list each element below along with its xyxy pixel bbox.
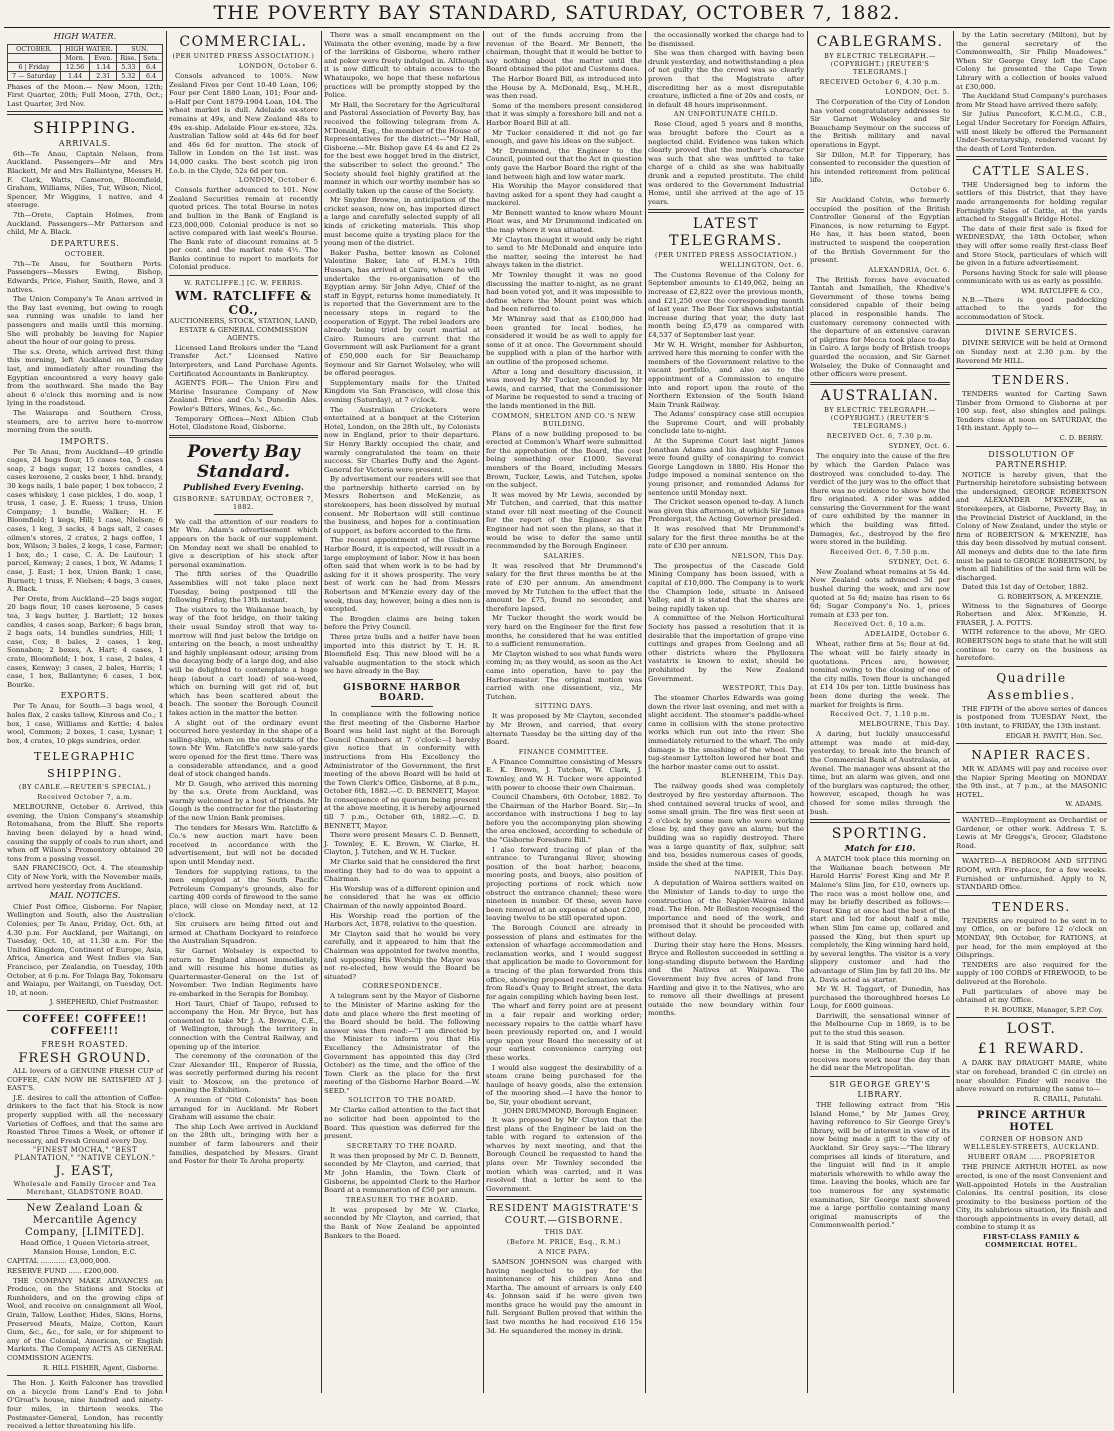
rule <box>648 209 804 213</box>
departures-month: OCTOBER. <box>64 249 106 258</box>
mail-paragraph: Chief Post Office, Gisborne. For Napier, Wellington and South, also the Australian Colonies, per Te Anau, Friday, Oct. 6th, at 4.30 p.m. For Auckland, per Waitangi, on Tuesday, Oct. 10, at 11.30 a.m. For the United Kingdom, Continent of Europe, Asia, Africa, America and West Indies via San Francisco, per Zealandia, on Tuesday, 10th October, at 6 p.m. For Tolaga Bay, Tokomaru and Waiapu, per Waitangi, on Tuesday, Oct. 10, at noon. <box>7 902 163 997</box>
court-heading: RESIDENT MAGISTRATE'S COURT.—GISBORNE. <box>488 1202 640 1226</box>
telegram-paragraph: The steamer Charles Edwards was going down the river last evening, and met with a slight accident. The steamer's paddle-wheel came in collision with the stone protective works which run out into the river. She immediately returned to the wharf. The only damage is the smashing of the wheel. The tug-steamer Lyttelton lowered her boat and the harbor master came out to assist. <box>648 694 804 771</box>
cattle-sales-heading: CATTLE SALES. <box>972 163 1091 178</box>
rule <box>956 743 1107 744</box>
editorial-paragraph: Mr D. Gough, who arrived this morning by the s.s. Orete from Auckland, was warmly welcomed by a host of friends. Mr Gough is the contractor for the plastering of the new Union Bank premises. <box>169 779 318 823</box>
telegram-paragraph: During their stay here the Hons. Messrs. Bryce and Rolleston succeeded in settling a long-standing dispute between the Harding and the Natives at Waipawa. The Government buy five acres of land from Harding and give it to the Natives, who are to remove all their dwellings at present outside the new boundary within four months. <box>648 940 804 1018</box>
quadrille-sign: EDGAR H. PAVITT, Hon. Sec. <box>1005 731 1103 740</box>
harbor-paragraph: Mr Tucker thought the work would be very hard on the Engineer for the first few months, he considered that he was entitled to a sufficient remuneration. <box>486 614 642 649</box>
hotel-paragraph: THE PRINCE ARTHUR HOTEL as now erected, is one of the most Convenient and Well-appointed Hotels in the Australian Colonies. Its central position, its close proximity to the business portion of the City, its salubrious situation, its finish and thorough appointments in every detail, all combine to stamp it as <box>956 1163 1107 1232</box>
column-7 <box>953 31 1110 1393</box>
ratcliffe-ad <box>169 289 318 317</box>
hotel-proprietor: HUBERT ORAM ..... PROPRIETOR <box>967 1153 1096 1162</box>
quadrille-heading: Quadrille Assemblies. <box>987 670 1076 702</box>
tenders-heading: TENDERS. <box>992 373 1071 388</box>
dateline: WESTPORT, This Day. <box>722 684 804 693</box>
imports-heading: IMPORTS. <box>60 436 110 446</box>
court-case: A NICE PAPA. <box>538 1247 590 1256</box>
departure-item: 7th—Te Anau, for Southern Ports. Passengers—Messrs Ewing, Bishop, Edwards, Price, Fisher, Smith, Rowe, and 3 natives. <box>7 259 163 294</box>
cable-paragraph: Sir Auckland Colvin, who formerly occupied the position of the British Controller General of the Egyptian Finances, is now returning to Egypt. He has, it has been stated, been instructed to suspend the cooperation of the British Government for the present. <box>810 195 950 265</box>
building-heading: COMMON, SHELTON AND CO.'S NEW BUILDING. <box>492 411 636 428</box>
cattle-paragraph: The date of their first sale is fixed for WEDNESDAY, the 18th October, when they will offer some really first-class Beef and Store Stock, particulars of which will be given in a future advertisement. <box>956 224 1107 268</box>
correspondence-heading: CORRESPONDENCE. <box>362 982 442 991</box>
news-paragraph: The Auckland Stud Company's purchases from Mr Stead have arrived there safely. <box>956 92 1107 109</box>
cable-paragraph: A daring, but luckily unsuccessful attempt was made at mid-day, yesterday, to break into the branch of the Commercial Bank of Australasia, at Avenel. The manager was absent at the time, but an alarm was given, and one of the burglars was captured; the other, however, escaped, though he was chased for some miles through the bush. <box>810 730 950 816</box>
arrivals-heading: ARRIVALS. <box>58 138 112 148</box>
court-before: (Before M. PRICE, Esq., R.M.) <box>506 1237 622 1246</box>
news-paragraph: There was a small encampment on the Waimata the other evening, made by a few of the larrikins of Gisborne, where rather and poker were freely indulged in. Although it is now difficult to obtain access to the Whataupoko, we hope that these nefarious practices will be promptly stopped by the Police. <box>324 31 480 100</box>
harbor-paragraph: The Harbor Board Bill, as introduced into the House by A. McDonald, Esq., M.H.R., was then read. <box>486 74 642 101</box>
sport-paragraph: Darriwill, the sensational winner of the Melbourne Cup in 1869, is to be put to the stud this season. <box>810 1011 950 1038</box>
nz-loan-title: New Zealand Loan & Mercantile Agency Company, [LIMITED]. <box>25 1203 145 1239</box>
harbor-paragraph: Mr Clarke called attention to the fact that no solicitor had been appointed to the Board. This question was deferred for the present. <box>324 1106 480 1141</box>
napier-paragraph: MR W. ADAMS will pay and receive over the Napier Spring Meeting on MONDAY the 9th inst., at 7 p.m., at the MASONIC HOTEL. <box>956 765 1107 799</box>
table-cell: 2.31 <box>90 71 117 80</box>
column-6 <box>807 31 953 1393</box>
finance-heading: FINANCE COMMITTEE. <box>518 747 610 756</box>
harbor-paragraph: It was moved by Mr Lewis, seconded by Mr Tutchen, and carried, that this matter stand over till next meeting of the Council for the report of the Engineer as the Engineer had not seen the plans, so that it would be wise to defer the same until recommended by the Borough Engineer. <box>486 490 642 551</box>
salaries-heading: SALARIES. <box>543 551 585 560</box>
column-2 <box>166 31 321 1393</box>
telegram-paragraph: The Cricket season opened to-day. A lunch was given this afternoon, at which Sir James Prendergast, the Acting Governor presided. <box>648 498 804 524</box>
coffee-brands: "FINEST MOCHA," "BEST PLANTATION," "NATIVE CEYLON." <box>14 1146 156 1163</box>
editorial-date: GISBORNE: SATURDAY, OCTOBER 7, 1882. <box>173 494 314 511</box>
news-paragraph: The Australian Cricketers were entertained at a banquet at the Criterion Hotel, London, on the 28th ult., by Colonists now in England, prior to their departure. Sir Henry Barkly occupied the chair, and warmly congratulated the team on their success. Sir Charles Duffy and the Agent-General for Victoria were present. <box>324 405 480 474</box>
cablegrams-heading: CABLEGRAMS. <box>816 34 944 50</box>
dateline: SYDNEY, Oct. 6. <box>888 557 950 566</box>
sitting-days-heading: SITTING DAYS. <box>534 702 594 711</box>
harbor-paragraph: The wharf and ferry point are at present in a fair repair and working order; necessary repairs to the cattle wharf have been previously reported on, and I would urge upon your Board the necessity of at your earliest convenience carrying out these works. <box>486 1002 642 1062</box>
dateline: ADELAIDE, October 6. <box>864 630 950 639</box>
court-date: THIS DAY. <box>544 1227 584 1236</box>
dissolution-paragraph: NOTICE is hereby given, that the Partnership heretofore subsisting between the undersigned, GEORGE ROBERTSON and ALEXANDER M'KENZIE, as Storekeepers, at Gisborne, Poverty Bay, in the Provincial District of Auckland, in the Colony of New Zealand, under the style or firm of ROBERTSON & M'KENZIE, has this day been dissolved by mutual consent. All moneys and debts due to the late firm must be paid to GEORGE ROBERTSON, by whom all liabilities of the said firm will be discharged. <box>956 470 1107 582</box>
ratcliffe-offices: Temporary Offices—Next Albion Club Hotel, Gladstone Road, Gisborne. <box>169 414 318 432</box>
rule <box>371 706 433 707</box>
nz-loan-capital: CAPITAL ............ £3,000,000. <box>7 1257 111 1266</box>
court-paragraph: SAMSON JOHNSON was charged with having neglected to pay for the maintenance of his children Anna and Martha. The amount of arrears is only £40 4s. Johnson said if he were given two months grace he would pay the amount in full. Sergeant Bullen proved that within the last two months he had received £16 15s 3d. He squandered the money in drink. <box>486 1257 642 1335</box>
rule <box>169 275 318 276</box>
exports-heading: EXPORTS. <box>60 691 110 701</box>
lost-heading: LOST. <box>1006 1021 1057 1038</box>
editorial-paragraph: Six cruisers are being fitted out and armed at Chatham Dockyard to reinforce the Australian Squadron. <box>169 920 318 946</box>
match-heading: Match for £10. <box>844 843 916 854</box>
sporting-heading: SPORTING. <box>831 825 929 842</box>
latest-telegrams-heading: LATEST TELEGRAMS. <box>669 215 783 249</box>
received-line: RECEIVED Oct. 6, 7.30 p.m. <box>826 432 934 441</box>
rule <box>956 446 1107 447</box>
received-line: RECEIVED October 6, 4.30 p.m. <box>819 78 941 86</box>
editorial-paragraph: The tenders for Messrs Wm. Ratcliffe & Co.'s new auction mart have been received in accordance with the advertisement, but will not be decided upon until Monday next. <box>169 823 318 867</box>
commercial-paragraph: Consols advanced to 100⅞. New Zealand Fives per Cent 10-40 Loan, 106; Four per Cent 1880 Loan, 101; Four and-a-Half per Cent 1879-1904 Loan, 104. The wheat market is dull. Adelaide ex-store remains at 49s, and New Zealand 48s to 49s ex-ship. Adelaide Flour ex-store, 32s. Australian Tallow sold at 44s 6d for beef and 46s 6d for mutton. The stock of Tallow in London on the 1st inst. was 14,000 casks. The best scotch pig iron f.o.b. in the Clyde, 52s 6d per ton. <box>169 72 318 175</box>
harbor-paragraph: It was proposed by Mr W. Clarke, seconded by Mr Clayton, and carried, that the Bank of New Zealand be appointed Bankers to the Board. <box>324 1205 480 1240</box>
wanted-paragraph: WANTED—A BEDROOM AND SITTING ROOM, with Fire-place, for a few weeks. Furnished or unfurnished. Apply to N, STANDARD Office. <box>956 857 1107 892</box>
telegraphic-heading: TELEGRAPHIC SHIPPING. <box>34 750 136 781</box>
table-row <box>8 62 163 71</box>
dateline: October 6. <box>910 185 950 194</box>
editorial-paragraph: A reunion of "Old Colonists" has been arranged for in Auckland. Mr Robert Graham will assume the chair. <box>169 1096 318 1122</box>
imports-paragraph: Per Orete, from Auckland—25 bags sugar, 20 bags flour, 10 cases kerosene, 5 cases tea, 3 kegs butter, J. Bartlett; 12 boxes candles, 4 cases soap, Barker; 6 bags bran, 2 bags oats, 14 bundles sundries, Hill; 1 case, Cox; 8 bales, 2 cases, 1 keg, Sonnaben; 2 boxes, A. Hart; 4 cases, 1 crate, Bloomfield; 1 box, 1 case, 2 bales, 4 cases, Kenway; 3 cases, 2 bales, Harris; 1 case, 1 box, Ballantyne; 6 cases, 1 box, Bourke. <box>7 594 163 689</box>
harbor-paragraph: After a long and desultory discussion, it was moved by Mr Tucker, seconded by Mr Lewis, and carried, that the Commissioner of Marine be requested to send a tracing of the lands mentioned in the Bill. <box>486 367 642 410</box>
rule <box>956 895 1107 896</box>
harbor-paragraph: It was proposed by Mr Clayton, seconded by Mr Brown, and carried, that every alternate Tuesday be the sitting day of the Board. <box>486 712 642 747</box>
telegram-paragraph: A committee of the Nelson Horticultural Society has passed a resolution that it is desirable that the importation of grape vine cuttings and grapes from Geelong and all other districts where the Phylloxera vastatrix is known to exist, should be prohibited by the New Zealand Government. <box>648 614 804 683</box>
harbor-paragraph: It was then proposed by Mr C. D. Bennett, seconded by Mr Clayton, and carried, that Mr John Hamlin, the Town Clerk of Gisborne, be appointed Clerk to the Harbor Board at a remuneration of £50 per annum. <box>324 1151 480 1195</box>
news-paragraph: The Hon. J. Keith Falconer has travelled on a bicycle from Land's End to John O'Groat's house, nine hundred and ninety-four miles, in thirteen weeks. The Postmaster-General, London, has recently received a letter threatening his life. <box>7 1379 163 1431</box>
table-subheader: Rise. <box>117 53 140 62</box>
harbor-paragraph: Mr Whinray said that as £100,000 had been granted for local bodies, he considered it would be as well to apply for some of it at once. The Government should be supplied with a plan of the harbor with an outline of the proposed scheme. <box>486 315 642 366</box>
quadrille-paragraph: THE FIFTH of the above series of dances is postponed from TUESDAY Next, the 10th instant, to FRIDAY, the 13th instant. <box>956 704 1107 730</box>
east-sub: Wholesale and Family Grocer and Tea Merchant, GLADSTONE ROAD. <box>13 1180 157 1197</box>
lost-paragraph: A DARK BAY DRAUGHT MARE, white star on forehead, branded C (in circle) on near shoulder. Finder will receive the above reward on returning the same to— <box>956 1059 1107 1094</box>
reward-heading: £1 REWARD. <box>977 1041 1086 1058</box>
divine-heading: DIVINE SERVICES. <box>985 328 1078 338</box>
rule <box>956 368 1107 369</box>
cable-paragraph: New Zealand wheat remains at 5s 4d. New Zealand oats advanced 3d per bushel during the week, and are now quoted at 5s 6d; maize has risen to 6s 6d; Sugar Company's No. 1, prices remain at £33 per ton. <box>810 567 950 619</box>
harbor-board-heading: GISBORNE HARBOR BOARD. <box>343 682 461 703</box>
harbor-paragraph: Mr Clayton said that he would be very carefully, and it appeared to him that the Chairman was appointed for twelve months, and supposing His Worship the Mayor was not re-elected, how would the Board be situated? <box>324 929 480 981</box>
telegraphic-sub: (BY CABLE.—REUTER'S SPECIAL.) <box>18 783 152 792</box>
dateline: LONDON, Oct. 5. <box>885 88 950 96</box>
harbor-paragraph: out of the funds accruing from the revenue of the Board. Mr Bennett, the chairman, thought that it would be better to say nothing about the matter until the Board obtained the pilot and Customs dues. <box>486 31 642 74</box>
table-cell: 7 — Saturday <box>8 71 61 80</box>
harbor-paragraph: Mr Bennett wanted to know where Mount Pleat was, and Mr Drummond indicated on the map where it was situated. <box>486 208 642 235</box>
arrival-item: 6th—Te Anau, Captain Nelson, from Auckland. Passengers—Mr and Mrs Blackett, Mr and Mrs Ballantyne, Messrs H. F. Clark, Watts, Cameron, Bloomfield, Graham, Williams, Niles, Tur, Wilson, Nicol, Spencer, Mr Wiggins, 1 native, and 4 steerage. <box>7 149 163 210</box>
commercial-heading: COMMERCIAL. <box>179 34 308 50</box>
rule <box>169 435 318 439</box>
dateline: NAPIER, This Day. <box>734 869 804 878</box>
harbor-paragraph: In compliance with the following notice the first meeting of the Gisborne Harbor Board was held last night at the Borough Council Chambers at 7 o'clock:—I hereby give notice that in conformity with instructions from His Excellency the Administrator of the Government, the first meeting of the above Board will be held at the Town Clerk's Office, Gisborne, at 8 p.m., October 6th, 1882.—C. D. BENNETT, Mayor. In consequence of no quorum being present at the above meeting, it is hereby adjourned till 7 p.m., October 6th, 1882.—C. D. BENNETT, Mayor. <box>324 709 480 830</box>
sport-paragraph: A MATCH took place this morning on the Waikanae beach between Mr Harold Harris' Forest King and Mr P. Malone's Slim Jim, for £10, owners up. The race was a most hollow one, and may be briefly described as follows:—Forest King at once had the best of the start and led for about half a mile, when Slim Jim came up, collared and passed the King, but then spurt up completely, the King winning hard held, by several lengths. The visitor is a very slippery customer and had the advantage of Slim Jim by fall 20 lbs. Mr A. Davis acted as starter. <box>810 855 950 984</box>
court-paragraph: the occasionally worked the charge had to be dismissed. <box>648 31 804 48</box>
column-4 <box>483 31 645 1393</box>
court-paragraph: She was then charged with having been drunk yesterday, and notwithstanding a plea of not guilty the the crowd was so clearly proven that the Magistrate after discrediting her as a most disreputable creature, inflicted a fine of 20s and costs, or in default 48 hours imprisonment. <box>648 49 804 109</box>
cattle-paragraph: THE Undersigned beg to inform the settlers of this District, that they have made arrangements for holding regular Fortnightly Sales of Cattle, at the yards attached to Steggall's Bridge Hotel. <box>956 180 1107 224</box>
latest-telegrams-sub: (PER UNITED PRESS ASSOCIATION.) <box>655 250 797 259</box>
rule <box>214 514 274 515</box>
rule <box>956 324 1107 325</box>
harbor-paragraph: It was resolved that Mr Drummond's salary for the first three months be at the rate of £30 per annum. An amendment moved by Mr Tutchen to the effect that the amount be £75, found no seconder, and therefore lapsed. <box>486 561 642 613</box>
hotel-last: FIRST-CLASS FAMILY & COMMERCIAL HOTEL. <box>983 1233 1080 1250</box>
shipping-heading: SHIPPING. <box>33 117 137 137</box>
harbor-paragraph: His Worship read the portion of the Harbors Act, 1878, relative to the question. <box>324 911 480 929</box>
table-cell: 6.4 <box>140 71 163 80</box>
rule <box>956 156 1107 160</box>
rule <box>371 679 433 680</box>
harbor-paragraph: Mr Clayton wished to see what funds were coming in; as they would, as soon as the Act came into operation, have to pay the Harbor-master. The original motion was carried with one dissentient, viz., Mr Tutchen. <box>486 649 642 701</box>
editorial-paragraph: Tenders for supplying rations, to the men employed at the South Pacific Petroleum Company's grounds, also for carting 400 cords of firewood to the same place, will close on Monday next, at 12 o'clock. <box>169 867 318 919</box>
court-case: AN UNFORTUNATE CHILD. <box>673 110 779 119</box>
editorial-paragraph: The fifth series of the Quadrille Assemblies will not take place next Tuesday, being postponed till the following Friday, the 13th instant. <box>169 570 318 605</box>
nz-loan-reserve: RESERVE FUND ...... £200,000. <box>7 1267 119 1276</box>
cable-paragraph: The Corporation of the City of London has voted congratulatory addresses to Sir Garnet Wolseley and Sir Beauchamp Seymour on the success of the British military and naval operations in Egypt. <box>810 98 950 149</box>
standard-title: Poverty Bay Standard. <box>187 442 300 483</box>
coffee-heading: COFFEE! COFFEE!! COFFEE!!! <box>22 1013 148 1037</box>
commercial-date: LONDON, October 6. <box>238 176 318 185</box>
nz-loan-agent: R. HILL FISHER, Agent, Gisborne. <box>42 1363 159 1372</box>
editorial-paragraph: Sir Garnet Wolseley is expected to return to England almost immediately, and will resume his home duties as Quartermaster-General on the 1st of November. Two Indian Regiments have re-embarked in the Serapis for Bombay. <box>169 946 318 998</box>
harbor-paragraph: Council Chambers, 6th October, 1882. To the Chairman of the Harbor Board. Sir,—In accordance with instructions I beg to lay before you the accompanying plan showing the area enclosed, according to schedule of the "Gisborne Foreshore Bill." <box>486 793 642 845</box>
cable-paragraph: The enquiry into the cause of the fire by which the Garden Palace was destroyed was concluded to-day. The verdict of the jury was to the effect that there was no evidence to show how the fire originated. A rider was added censuring the Government for the want of care exhibited by the manner in which the building was fitted. Damages, &c., destroyed by the fire were stored in the building. <box>810 452 950 547</box>
engineer-sign: JOHN DRUMMOND, Borough Engineer. <box>503 1107 638 1116</box>
editorial-paragraph: A slight out of the ordinary event occurred here yesterday in the shape of a sailing-ship, when on the outskirts of the town Mr Wm. Ratcliffe's new sale-yards were opened for the first time. There was a considerable attendance, and a good deal of stock changed hands. <box>169 718 318 779</box>
editorial-paragraph: The ship Loch Awe arrived in Auckland on the 28th ult., bringing with her a number of farm labourers and their families, despatched by Messrs. Grant and Foster for their Te Aroha property. <box>169 1122 318 1166</box>
published-line: Published Every Evening. <box>183 483 304 494</box>
dissolution-date: Dated this 1st day of October, 1882. <box>962 583 1089 592</box>
commercial-paragraph: Consols further advanced to 101. New Zealand Securities remain at recently quoted prices. The total Bourse in notes and bullion in the Bank of England is £23,000,000. Colonial produce is not so active compared with last week's Bourse. The Bank rate of discount remains at 5 per cent. and the market rate 4½. The Banks continue to report to markets for Colonial produce. <box>169 186 318 272</box>
hotel-corner: CORNER OF HOBSON AND WELLESLEY-STREETS, AUCKLAND. <box>963 1135 1100 1152</box>
secretary-heading: SECRETARY TO THE BOARD. <box>346 1141 458 1150</box>
table-header: OCTOBER. <box>8 44 61 53</box>
telegraphic-received: Received October 7, a.m. <box>37 793 133 802</box>
nz-loan-address: Head Office, 1 Queen Victoria-street, Mansion House, London, E.C. <box>20 1239 150 1256</box>
cattle-paragraph: Persons having Stock for sale will please communicate with us as early as possible. <box>956 268 1107 286</box>
table-cell: 5.33 <box>117 62 140 71</box>
received-line: Received Oct. 6, 7.50 p.m. <box>829 547 931 556</box>
high-water-table <box>7 44 163 81</box>
masthead-rule <box>4 27 1110 28</box>
cable-paragraph: Wheat, rather firm at 5s; flour at 6d. The wheat will be fairly steady in quotations. Prices are, however, nominal owing to the closing of one of the city mills. Town flour is unchanged at £14 10s per ton. Little business has been done during the week. The market for freights is firm. <box>810 640 950 709</box>
arrival-item: 7th—Orete, Captain Holmes, from Auckland. Passengers—Mr Patterson and child, Mr A. Black. <box>7 211 163 237</box>
dissolution-paragraph: WITH reference to the above, Mr GEO. ROBERTSON begs to state that he will still continue to carry on the business as heretofore. <box>956 628 1107 663</box>
telegram-paragraph: The Adams' conspiracy case still occupies the Supreme Court, and will probably conclude late to-night. <box>648 410 804 436</box>
dateline: MELBOURNE, This Day. <box>859 720 950 729</box>
library-heading: SIR GEORGE GREY'S LIBRARY. <box>829 1080 931 1100</box>
cattle-sign: WM. RATCLIFFE & CO., <box>1021 286 1103 295</box>
coffee-ground: FRESH GROUND. <box>18 1050 152 1066</box>
imports-paragraph: Per Te Anau, from Auckland—49 grindle cages, 24 bags flour, 15 cases tea, 5 cases soap, 2 bags sugar, 12 boxes candles, 4 cases kerosene, 2 casks beer, 1 hhd. brandy, 30 kegs nails, 1 bale paper, 1 box tobacco, 2 cases whiskey, 1 case pickles, 1 do. soap, 1 truss, 1 case, J. E. Ruess; 1 truss, Union Company; 1 bundle, Walker; H. F. Bloomfield; 1 kegs, Hill; 1 case, Nielsen; 6 cases, 1 keg, 3 sacks, 4 bags salt, 2 cases oilmen's stores, 2 crates, 2 bags coffee, 1 box, Wilson; 3 bales, 2 kegs, 1 case, Farmer; 1 box, do.; 1 case, C. A. De Lautour; 1 parcel, Kenway; 2 cases, 1 box, W. Adams; 1 case, J. East; 1 box, Union Bank; 1 case, Burnett; 1 truss, F. Nielsen; 4 bags, 3 cases, A. Black. <box>7 447 163 594</box>
harbor-paragraph: His Worship was of a different opinion and he considered that he was ex officio Chairman of the newly appointed Board. <box>324 884 480 910</box>
dateline: ALEXANDRIA, Oct. 6. <box>868 265 950 274</box>
masthead: THE POVERTY BAY STANDARD, SATURDAY, OCTOBER 7, 1882. <box>213 2 901 24</box>
column-1 <box>4 31 166 1431</box>
tenders-heading: TENDERS. <box>992 899 1071 914</box>
table-cell: 5.32 <box>117 71 140 80</box>
coffee-paragraph: ALL lovers of a GENUINE FRESH CUP of COFFEE, CAN NOW BE SATISFIED AT J. EAST'S. <box>7 1066 163 1093</box>
departures-heading: DEPARTURES. <box>50 238 120 248</box>
telegraphic-item: SAN FRANCISCO, Oct. 4. The steamship City of New York, with the November mails, arrived here yesterday from Auckland. <box>7 864 163 890</box>
harbor-paragraph: Plans of a new building proposed to be erected at Common's Wharf were submitted for the approbation of the Board, the cost being something over £1000. Several members of the Board, including Messrs Brown, Tucker, Lewis, and Tutchen, spoke on the subject. <box>486 429 642 490</box>
rule <box>956 812 1107 813</box>
table-cell: 1.44 <box>61 71 90 80</box>
harbor-paragraph: Mr Clarke said that he considered the first meeting they had to do was to appoint a Chairman. <box>324 858 480 884</box>
dateline: NELSON, This Day. <box>731 551 804 560</box>
rule <box>956 1017 1107 1018</box>
solicitor-heading: SOLICITOR TO THE BOARD. <box>348 1096 456 1105</box>
table-subheader <box>8 53 61 62</box>
ratcliffe-desc: AUCTIONEERS, STOCK, STATION, LAND, ESTATE & GENERAL COMMISSION AGENTS. <box>169 317 318 343</box>
napier-sign: W. ADAMS. <box>1065 800 1103 809</box>
dateline: SYDNEY, Oct. 6. <box>888 442 950 451</box>
telegraphic-item: MELBOURNE, October 6. Arrived, this evening, the Union Company's steamship Rotomahana, from the Bluff. She reports having been delayed by a head wind, causing the supply of coals to run short, and when off Wilson's Promontory obtained 20 tons from a passing vessel. <box>7 803 163 863</box>
treasurer-heading: TREASURER TO THE BOARD. <box>345 1195 459 1204</box>
received-line: Received Oct. 7, 1.10 p.m. <box>829 710 931 719</box>
telegram-paragraph: The railway goods shed was completely destroyed by fire yesterday afternoon. The shed contained several trucks of wool, and some small grain. The fire was first seen at 2 o'clock by some men who were working close by, and they gave an alarm; but the building was so rapidly destroyed. There was a large quantity of flax, sulphur, salt and tea, besides numerous cases of goods, inside the shed at the time. <box>648 782 804 868</box>
court-paragraph: Rose Cloud, aged 5 years and 8 months, was brought before the Court as a neglected child. Evidence was taken which clearly proved that the mother's character was such that she was unfitted to take charge of a child as she was habitually drunk and a reputed prostitute. The child was ordered to the Government Industrial Home, until she arrived at the age of 15 years. <box>648 120 804 206</box>
harbor-paragraph: Mr Clayton thought it would only be right to send to Mr McDonald and enquire into the matter, seeing the interest he had always taken in the district. <box>486 235 642 270</box>
rule <box>486 1196 642 1200</box>
harbor-paragraph: The Borough Council are already in possession of plans and estimates for the extension of wharfage accommodation and reclamation works, and I would suggest that application be made to Government for a tracing of the plan forwarded from this office, showing proposed reclamation works from Read's Quay to Bright street, the data for again compiling which having been lost. <box>486 924 642 1001</box>
rule <box>956 1106 1107 1107</box>
table-cell: 6 | Friday <box>8 62 61 71</box>
columns <box>4 31 1110 1431</box>
harbor-paragraph: There were present Messrs C. D. Bennett, J. Townley, E. K. Brown, W. Clarke, H. Clayton, J. Tutchen, and W. H. Tucker. <box>324 831 480 857</box>
commercial-date: LONDON, October 6. <box>238 62 318 70</box>
australian-heading: AUSTRALIAN. <box>820 388 940 405</box>
tenders-paragraph: Full particulars of above may be obtained at my Office. <box>956 987 1107 1005</box>
editorial-paragraph: We call the attention of our readers to Mr Wm. Adam's advertisement which appears on the back of our supplement. On Monday next we shall be enabled to give a description of his stock after personal examination. <box>169 517 318 569</box>
tenders-paragraph: TENDERS are also required for the supply of 100 CORDS of FIREWOOD, to be delivered at the Borehole. <box>956 960 1107 986</box>
rule <box>810 382 950 386</box>
rule <box>7 1375 163 1376</box>
harbor-paragraph: His Worship the Mayor considered that having asked for a spent they had caught a mackerel. <box>486 182 642 208</box>
editorial-paragraph: The visitors to the Waikanae beach, by way of the foot bridge, on their taking their usual Sunday stroll that way to-morrow will find just below the bridge on entering on the beach, a most unhealthy and highly unpleasant odour, arising from the decaying body of a large dog, and also will be delighted to contemplate a huge heap (about a cart load) of sea-weed, which on burning will get rid of, but which has been scattered about the beach. The sooner the Borough Council takes action in the matter the better. <box>169 605 318 717</box>
wanted-paragraph: WANTED—Employment as Orchardist or Gardener, or other work. Address T. S. Lewis at Mr Greggs's, Grocer, Gladstone Road. <box>956 816 1107 850</box>
ratcliffe-agents: AGENTS FOR— The Union Fire and Marine Insurance Company of New Zealand. Price and Co.'s Dunedin Ales. Fowler's Bitters, Wines, &c., &c. <box>169 379 318 413</box>
rule <box>7 1010 163 1011</box>
east-name: J. EAST, <box>55 1164 115 1180</box>
mail-sign: J. SHEPHERD, Chief Postmaster. <box>49 998 159 1007</box>
table-header: SUN. <box>117 44 163 53</box>
table-cell: 12.56 <box>61 62 90 71</box>
tenders-paragraph: TENDERS wanted for Carting Sawn Timber from Ormond to Gisborne at per 100 sup. feet, also shingles and palings. Tenders close at noon on SATURDAY, the 14th instant. Apply to— <box>956 390 1107 433</box>
harbor-paragraph: Mr Townley thought it was no good discussing the matter to-night, as no grant had been voted yet, and it was impossible to define where the Mount point was which had been referred to. <box>486 271 642 314</box>
news-paragraph: Sir Julius Pancefort, K.C.M.G., C.B., Legal Under Secretary for Foreign Affairs, will most likely be offered the Permanent Under-Secretaryship, rendered vacant by the death of Lord Tenterden. <box>956 110 1107 153</box>
table-cell: 1.14 <box>90 62 117 71</box>
ratcliffe-names: W. RATCLIFFE.] [C. W. FERRIS. <box>183 279 304 288</box>
table-subheader: Even. <box>90 53 117 62</box>
rule <box>810 819 950 823</box>
editorial-paragraph: The ceremony of the coronation of the Czar Alexander III., Emperor of Russia, was secretly performed during his recent visit to Moscow, on the pretence of opening the Exhibition. <box>169 1052 318 1095</box>
cable-paragraph: The British forces have evacuated Tantah and Ismailieh, the Khedive's Government of those towns being considered capable of their being placed in responsible hands. The customary ceremony connected with the departure of an extensive caravan of pilgrims for Mecca took place to-day in Cairo. A large body of British troops guarded the occasion, and Sir Garnet Wolseley, the Duke of Connaught and other officers were present. <box>810 275 950 379</box>
moon-phases: Phases of the Moon.— New Moon, 12th; First Quarter, 20th; Full Moon, 27th, Oct.; Last Quarter, 3rd Nov. <box>7 82 163 108</box>
editorial-paragraph: Hori Tauri, Chief of Taupo, refused to accompany the Hon. Mr Bryce, but has consented to take Mr J. A. Browne, C.E., of Wellington, through the territory in connection with the Central Railway, and opening up of the interior. <box>169 999 318 1051</box>
news-paragraph: Mr Snyder Browne, in anticipation of the cricket season, now on, has imported direct a large and carefully selected supply of all kinds of cricketing materials. This shop must become quite a trysting place for the young men of the district. <box>324 196 480 248</box>
lost-sign: R. CRAILL, Patutahi. <box>1033 1094 1103 1103</box>
dissolution-sign: G. ROBERTSON, A. M'KENZIE. <box>997 592 1103 601</box>
sport-paragraph: Mr W. H. Taggart, of Dunedin, has purchased the thoroughbred horses Le Loup, for £600 guineas. <box>810 985 950 1011</box>
harbor-paragraph: It was proposed by Mr Clayton that the first plans of the Engineer be laid on the table with regard to extension of the wharves by next meeting, and that the Borough Council be requested to hand the plans over. Mr Townley seconded the motion which was carried, and it was resolved that a letter be sent to the Government. <box>486 1116 642 1193</box>
coffee-roasted: FRESH ROASTED. <box>41 1039 129 1049</box>
table-subheader: Morn. <box>61 53 90 62</box>
shipping-paragraph: The Waiarapa and Southern Cross, steamers, are to arrive here to-morrow morning from the south. <box>7 408 163 435</box>
rule <box>810 1076 950 1077</box>
ratcliffe-paragraph: Licensed Land Brokers under the "Land Transfer Act." Licensed Native Interpreters, and Land Purchase Agents. Certificated Accountants in Bankruptcy. <box>169 343 318 378</box>
napier-races-heading: NAPIER RACES. <box>971 748 1092 763</box>
rule <box>7 111 163 115</box>
divine-paragraph: DIVINE SERVICE will be held at Ormond on Sunday next at 2.30 p.m. by the Reverend Mr HILL. <box>956 339 1107 365</box>
rule <box>956 853 1107 854</box>
rule <box>7 1199 163 1200</box>
harbor-paragraph: I would also suggest the desirability of a steam crane being purchased for the haulage of heavy goods, also the extension of the mooring shed.—I have the honor to be, Sir, your obedient servant, <box>486 1063 642 1106</box>
australian-sub: BY ELECTRIC TELEGRAPH.—(COPYRIGHT.) (REUTER'S TELEGRAMS.) <box>824 406 936 431</box>
telegram-paragraph: Mr W. H. Wright, member for Ashburton, arrived here this morning to confer with the members of the Government relative to the vacant portfolio, and also as to the appointment of a Commission to enquire into and report upon the route of the Northern Extension of the South Island Main Trunk Railway. <box>648 340 804 409</box>
shipping-paragraph: The s.s. Orete, which arrived first thing this morning, left Auckland on Thursday last, and immediately after rounding the Egyptian encountered a very heavy gale from the southward. She made the Bay about 6 o'clock this morning and is now lying in the roadstead. <box>7 347 163 408</box>
received-line: Received Oct. 6, 10 a.m. <box>833 620 927 629</box>
cattle-note: N.B.—There is good paddocking attached to the yards for the accommodation of Stock. <box>956 295 1107 321</box>
news-paragraph: Supplementary mails for the United Kingdom via San Francisco, will close this evening (Saturday), at 7 o'clock. <box>324 378 480 404</box>
harbor-paragraph: A Finance Committee consisting of Messrs E. K. Brown, J. Tutchen, W. Clark, J. Townley, and W. H. Tucker were appointed with power to choose their own Chairman. <box>486 757 642 792</box>
telegram-paragraph: The Customs Revenue of the Colony for September amounts to £149,062, being an increase of £2,822 over the previous month, and £21,250 over the corresponding month of last year. The Beer Tax shows substantial increase during that year, the duty last month being £5,479 as compared with £4,537 of September last year. <box>648 270 804 339</box>
news-paragraph: By advertisement our readers will see that the partnership hitherto carried on by Messrs Robertson and McKenzie, as storekeepers, has been dissolved by mutual consent. Mr Robertson will still continue the business, and hopes for a continuation of support, as before accorded to the firm. <box>324 475 480 535</box>
telegram-paragraph: The prospectus of the Cascade Gold Mining Company has been issued, with a capital of £10,000. The Company is to work the Champion lode, situate in Aniseed Valley, and it is stated that the shares are being rapidly taken up. <box>648 561 804 613</box>
dissolution-heading: DISSOLUTION OF PARTNERSHIP. <box>988 449 1075 469</box>
news-paragraph: Baker Pasha, better known as Colonel Valentine Baker, late of H.M.'s 10th Hussars, has arrived at Cairo, where he will undertake the re-organisation of the Egyptian army. Sir John Adye, Chief of the staff in Egypt, returns home immediately. It is reported that the Government are to the necessary steps in regard to the cooperation of Egypt. The rebel leaders are already being tried by court martial at Cairo. Rumours are current that the Government will ask Parliament for a grant of £50,000 each for Sir Beauchamp Seymour and Sir Garnet Wolseley, who will be offered peerages. <box>324 248 480 378</box>
coffee-paragraph: J.E. desires to call the attention of Coffee-drinkers to the fact that his Stock is now properly supplied with all the necessary Varieties of Coffees, and that the same are Roasted Three Times a Week, or oftener if necessary, and Fresh Ground every Day. <box>7 1093 163 1145</box>
mail-heading: MAIL NOTICES. <box>49 891 121 902</box>
news-paragraph: The Brogden claims are being taken before the Privy Council. <box>324 614 480 632</box>
cablegrams-sub: BY ELECTRIC TELEGRAPH.—(COPYRIGHT.) [REUTER'S TELEGRAMS.] <box>824 52 936 76</box>
table-cell: 6.4 <box>140 62 163 71</box>
table-header: HIGH WATER. <box>61 44 117 53</box>
column-5 <box>645 31 807 1393</box>
news-paragraph: Mr Hall, the Secretary for the Agricultural and Pastoral Association of Poverty Bay, has received the following telegram from A. M'Donald, Esq., the member of the House of Representatives for the district:—"Mr Hall, Gisborne.—Mr. Bishop gave £4 4s and £2 2s for the best ewe hogget bred in the district, the subscriber to select the ground." The Society should feel highly gratified at the manner in which our worthy member has so cordially taken up the cause of the Society. <box>324 100 480 195</box>
commercial-sub: (PER UNITED PRESS ASSOCIATION.) <box>172 52 315 60</box>
table-subheader: Sets. <box>140 53 163 62</box>
harbor-paragraph: Some of the members present considered that it was simply a foreshore bill and not a Harbor Board Bill at all. <box>486 101 642 127</box>
ratcliffe-title: WM. RATCLIFFE & CO., <box>175 289 312 318</box>
library-paragraph: THE following extract from "His Island Home," by Mr James Grey, having reference to Sir George Grey's library, will be of interest in view of its now being made a gift to the city of Auckland. Sir Grey says:—"The library comprises all kinds of literature, and the linguist will find in it ample materials wherewith to while away the time. Leaving the books, which are far too numerous for any systematic examination, Sir George next showed me a large portfolio containing many original manuscripts of the Commonwealth period." <box>810 1101 950 1230</box>
news-paragraph: The recent appointment of the Gisborne Harbor Board, it is expected, will result in a large employment of labor. Now it has been often said that when work is to be had by asking for it it shows prosperity. The very best of work can be had from Messrs Robertson and M'Kenzie every day of the week, thus day, however, being a dies non is excepted. <box>324 536 480 614</box>
table-row <box>8 71 163 80</box>
telegram-paragraph: At the Supreme Court last night James Jonathan Adams and his daughter Frances were found guilty of conspiring to convict George Langdown in 1880. His Honor the Judge imposed a nominal sentence on the young prisoner, and remanded Adams for sentence until Monday next. <box>648 437 804 497</box>
cable-paragraph: Sir Dillon, M.P. for Tipperary, has consented to reconsider the question of his intended retirement from political life. <box>810 150 950 185</box>
harbor-paragraph: I also forward tracing of plan of the entrance to Turanganui River, showing position of the boat harbor, beacons, mooring posts, and buoys, also position of projecting portions of rock which now obstruct the entrance channel; these were nineteen in number. Of these, seven have been removed at an expense of about £200, leaving twelve to be still operated upon. <box>486 845 642 923</box>
hotel-heading: PRINCE ARTHUR HOTEL <box>977 1110 1086 1134</box>
harbor-paragraph: A telegram sent by the Mayor of Gisborne to the Minister of Marine asking for the date and place where the first meeting of the Board should be held. The following answer was then read:—"I am directed by the Minister to inform you that His Excellency the Administrator of the Government has appointed this day (3rd October) as the time, and the office of the Town Clerk as the place for the first meeting of the Gisborne Harbor Board.—W. SEED." <box>324 992 480 1095</box>
nz-loan-ad <box>7 1203 163 1239</box>
tenders-sign: P. H. BOURKE, Manager, S.P.P. Coy. <box>984 1005 1103 1014</box>
exports-paragraph: Per Te Anau, for South—3 bags wool, 4 bales flax, 2 casks tallow, Kinross and Co.; 1 box, 1 case, Williams and Kettle; 4 bales wool, Common; 2 boxes, 1 case, Lysnar; 1 box, 4 crates, 10 pkgs sundries, order. <box>7 702 163 745</box>
harbor-paragraph: Mr Tucker considered it did not go far enough, and gave his ideas on the subject. <box>486 128 642 146</box>
column-3 <box>321 31 483 1393</box>
dateline: BLENHEIM, This Day. <box>721 772 804 781</box>
nz-loan-paragraph: THE COMPANY MAKE ADVANCES on Produce, on the Stations and Stocks of Runholders, and on the growing clips of Wool, and receive on consignment all Wool, Grain, Tallow, Leather, Hides, Skins, Horns, Preserved Meats, Maize, Cotton, Kauri Gum, &c., &c., for sale, or for shipment to any of the Colonial, American, or English Markets. The Company ACTS AS GENERAL COMMISSION AGENTS. <box>7 1276 163 1362</box>
news-paragraph: Three prize bulls and a heifer have been imported into this district by T. H. R. Bloomfield Esq. This new blood will be a valuable augmentation to the stock which we have already in the Bay. <box>324 632 480 676</box>
dateline: WELLINGTON, Oct. 6. <box>720 260 804 269</box>
telegram-paragraph: A deputation of Wairoa settlers waited on the Minister of Lands to-day to urge the construction of the Napier-Wairoa inland road. The Hon. Mr Rolleston recognised the importance and need of the work, and promised that it should be proceeded with without delay. <box>648 879 804 939</box>
harbor-paragraph: Mr Drummond, the Engineer to the Council, pointed out that the Act in question only gave the Harbor Board the right of the land between high and low water mark. <box>486 146 642 181</box>
sport-paragraph: It is said that Sting will run a better horse in the Melbourne Cup if he receives more work near the day than he did near the Metropolitan. <box>810 1038 950 1073</box>
tenders-paragraph: TENDERS are required to be sent in to my Office, on or before 12 o'clock on MONDAY, 9th October, for RATIONS, at per head, for the men employed at the Oilsprings. <box>956 916 1107 960</box>
shipping-paragraph: The Union Company's Te Anau arrived in the Bay last evening, but owing to rough sea running was unable to land her passengers and mails until this morning. She will probably be leaving for Napier about the hour of our going to press. <box>7 295 163 347</box>
rule <box>956 666 1107 667</box>
library-paragraph: by the Latin secretary (Milton), but by the general secretary of the Commonwealth, Sir Philip Meadowes." When Sir George Grey left the Cape Colony he presented the Cape Town Library with a collection of books valued at £30,000. <box>956 31 1107 91</box>
high-water-title: HIGH WATER. <box>53 32 117 42</box>
tenders-sign: C. D. BERRY. <box>1059 434 1103 443</box>
dissolution-witness: Witness to the Signatures of George Robertson and Alex. M'Kenzie, H. FRASER, J. A. POTTS. <box>956 601 1107 627</box>
telegram-paragraph: It was resolved that Mr Drummond's salary for the first three months be at the rate of £30 per annum. <box>648 525 804 551</box>
